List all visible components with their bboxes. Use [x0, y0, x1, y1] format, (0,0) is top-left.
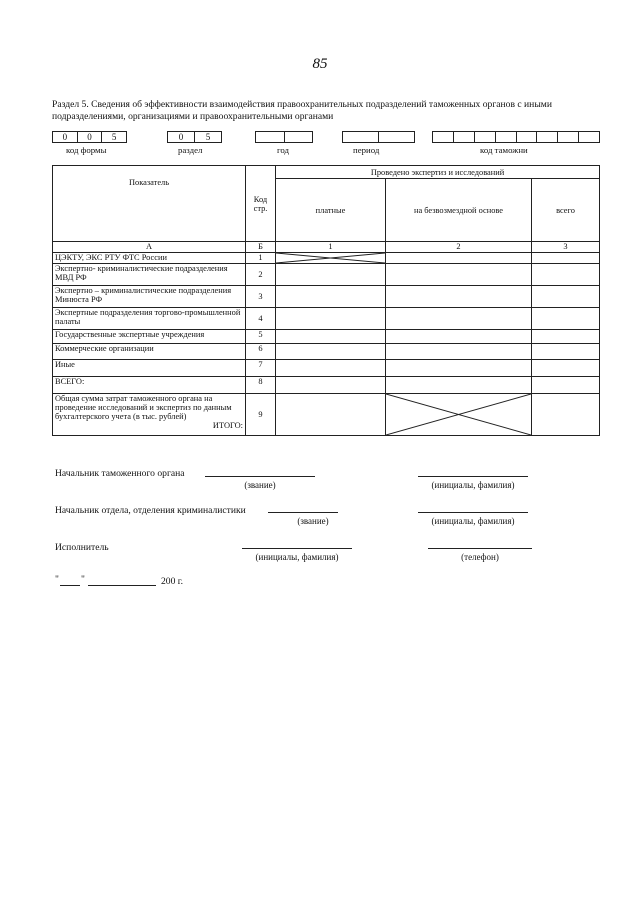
- value-cell[interactable]: [276, 308, 386, 330]
- row-code: 8: [246, 377, 276, 394]
- executor-label: Исполнитель: [55, 542, 109, 553]
- customs-code-label: код таможни: [480, 145, 528, 155]
- index-row: [53, 242, 600, 253]
- code-boxes: [52, 131, 600, 157]
- row-label: Экспертно – криминалистические подразделения Минюста РФ: [53, 286, 246, 308]
- table-row: [53, 330, 600, 344]
- table-row: [53, 344, 600, 360]
- value-cell[interactable]: [532, 344, 600, 360]
- year-cell: [256, 132, 285, 142]
- row-label: Экспертно- криминалистические подразделения МВД РФ: [53, 264, 246, 286]
- value-cell[interactable]: [386, 360, 532, 377]
- form-code-digit: 5: [111, 132, 117, 142]
- head-customs-label: Начальник таможенного органа: [55, 468, 185, 479]
- row-code: 1: [246, 253, 276, 264]
- head-dept-rank-line[interactable]: [268, 512, 338, 513]
- section-code-digit: 0: [168, 132, 195, 142]
- value-cell[interactable]: [276, 394, 386, 436]
- code-header-line: Код: [253, 194, 268, 204]
- row-code: 9: [246, 394, 276, 436]
- date-open-quote: ": [55, 574, 59, 585]
- form-code-label: код формы: [66, 145, 107, 155]
- executor-name-line[interactable]: [242, 548, 352, 549]
- head-customs-name-line[interactable]: [418, 476, 528, 477]
- value-cell[interactable]: [532, 330, 600, 344]
- customs-code-box[interactable]: [432, 131, 600, 143]
- date-day-line[interactable]: [60, 585, 80, 586]
- value-cell[interactable]: [386, 264, 532, 286]
- date-close-quote: ": [81, 574, 85, 585]
- table-row: [53, 286, 600, 308]
- form-code-digit: 0: [53, 132, 78, 142]
- value-cell[interactable]: [386, 330, 532, 344]
- index-cell: А: [53, 242, 246, 253]
- index-cell: 1: [276, 242, 386, 253]
- date-year: 200 г.: [161, 576, 184, 587]
- crossed-cell: [386, 394, 532, 436]
- statistics-table: [52, 165, 600, 436]
- year-label: год: [277, 145, 290, 155]
- index-cell: 3: [532, 242, 600, 253]
- period-box[interactable]: [342, 131, 415, 143]
- row-code: 2: [246, 264, 276, 286]
- form-code-box[interactable]: [52, 131, 127, 143]
- table-row: [53, 394, 600, 436]
- row-code: 4: [246, 308, 276, 330]
- executor-phone-line[interactable]: [428, 548, 532, 549]
- period-cell: [379, 132, 414, 142]
- value-cell[interactable]: [386, 253, 532, 264]
- customs-code-cell: [454, 132, 475, 142]
- table-row: [53, 264, 600, 286]
- value-cell[interactable]: [276, 360, 386, 377]
- head-dept-label: Начальник отдела, отделения криминалистики: [55, 505, 246, 516]
- value-cell[interactable]: [532, 308, 600, 330]
- row-label-text: Общая сумма затрат таможенного органа на проведение исследований и экспертиз по данным бухгалтерского учета (в тыс. рублей): [55, 394, 232, 421]
- row-code: 7: [246, 360, 276, 377]
- free-header: на безвозмездной основе: [386, 179, 532, 242]
- row-label: Иные: [53, 360, 246, 377]
- customs-code-cell: [433, 132, 454, 142]
- value-cell[interactable]: [532, 377, 600, 394]
- indicator-header: Показатель: [53, 166, 246, 242]
- table-row: [53, 360, 600, 377]
- name-caption: (инициалы, фамилия): [431, 480, 515, 490]
- row-code: 6: [246, 344, 276, 360]
- row-label: Коммерческие организации: [53, 344, 246, 360]
- period-cell: [343, 132, 379, 142]
- rank-caption: (звание): [297, 516, 329, 526]
- name-caption: (инициалы, фамилия): [255, 552, 339, 562]
- table-row: [53, 253, 600, 264]
- value-cell[interactable]: [532, 253, 600, 264]
- value-cell[interactable]: [532, 394, 600, 436]
- row-label: ЦЭКТУ, ЭКС РТУ ФТС России: [53, 253, 246, 264]
- row-label: [53, 394, 246, 436]
- value-cell[interactable]: [276, 264, 386, 286]
- customs-code-cell: [537, 132, 558, 142]
- value-cell[interactable]: [276, 344, 386, 360]
- section-code-box[interactable]: [167, 131, 222, 143]
- row-label: Экспертные подразделения торгово-промышленной палаты: [53, 308, 246, 330]
- row-code: 5: [246, 330, 276, 344]
- name-caption: (инициалы, фамилия): [431, 516, 515, 526]
- customs-code-cell: [517, 132, 538, 142]
- form-code-digit: 0: [78, 132, 103, 142]
- value-cell[interactable]: [386, 286, 532, 308]
- value-cell[interactable]: [386, 308, 532, 330]
- cross-mark: [386, 394, 531, 435]
- value-cell[interactable]: [532, 360, 600, 377]
- code-header-line: стр.: [253, 203, 268, 213]
- row-code: 3: [246, 286, 276, 308]
- section-code-label: раздел: [178, 145, 203, 155]
- head-customs-rank-line[interactable]: [205, 476, 315, 477]
- page-number: 85: [312, 56, 328, 72]
- value-cell[interactable]: [532, 286, 600, 308]
- value-cell[interactable]: [386, 344, 532, 360]
- code-header: [246, 166, 276, 242]
- period-label: период: [353, 145, 380, 155]
- value-cell[interactable]: [276, 286, 386, 308]
- crossed-cell: [276, 253, 386, 264]
- table-row: [53, 308, 600, 330]
- customs-code-cell: [496, 132, 517, 142]
- group-header: Проведено экспертиз и исследований: [276, 166, 600, 179]
- value-cell[interactable]: [532, 264, 600, 286]
- customs-code-cell: [475, 132, 496, 142]
- value-cell[interactable]: [276, 330, 386, 344]
- year-box[interactable]: [255, 131, 313, 143]
- itogo-label: ИТОГО:: [212, 421, 243, 430]
- date-month-line[interactable]: [88, 585, 156, 586]
- year-cell: [285, 132, 313, 142]
- value-cell[interactable]: [276, 377, 386, 394]
- rank-caption: (звание): [244, 480, 276, 490]
- section-title: Раздел 5. Сведения об эффективности взаимодействия правоохранительных подразделений таможенных органов с иными подразделениями, организациями и правоохранительными органами: [52, 99, 552, 122]
- paid-header: платные: [276, 179, 386, 242]
- cross-mark: [276, 253, 385, 263]
- table-row: [53, 377, 600, 394]
- total-header: всего: [532, 179, 600, 242]
- row-label: ВСЕГО:: [53, 377, 246, 394]
- value-cell[interactable]: [386, 377, 532, 394]
- index-cell: 2: [386, 242, 532, 253]
- phone-caption: (телефон): [461, 552, 499, 562]
- row-label: Государственные экспертные учреждения: [53, 330, 246, 344]
- index-cell: Б: [246, 242, 276, 253]
- customs-code-cell: [579, 132, 599, 142]
- section-code-digit: 5: [205, 132, 211, 142]
- head-dept-name-line[interactable]: [418, 512, 528, 513]
- customs-code-cell: [558, 132, 579, 142]
